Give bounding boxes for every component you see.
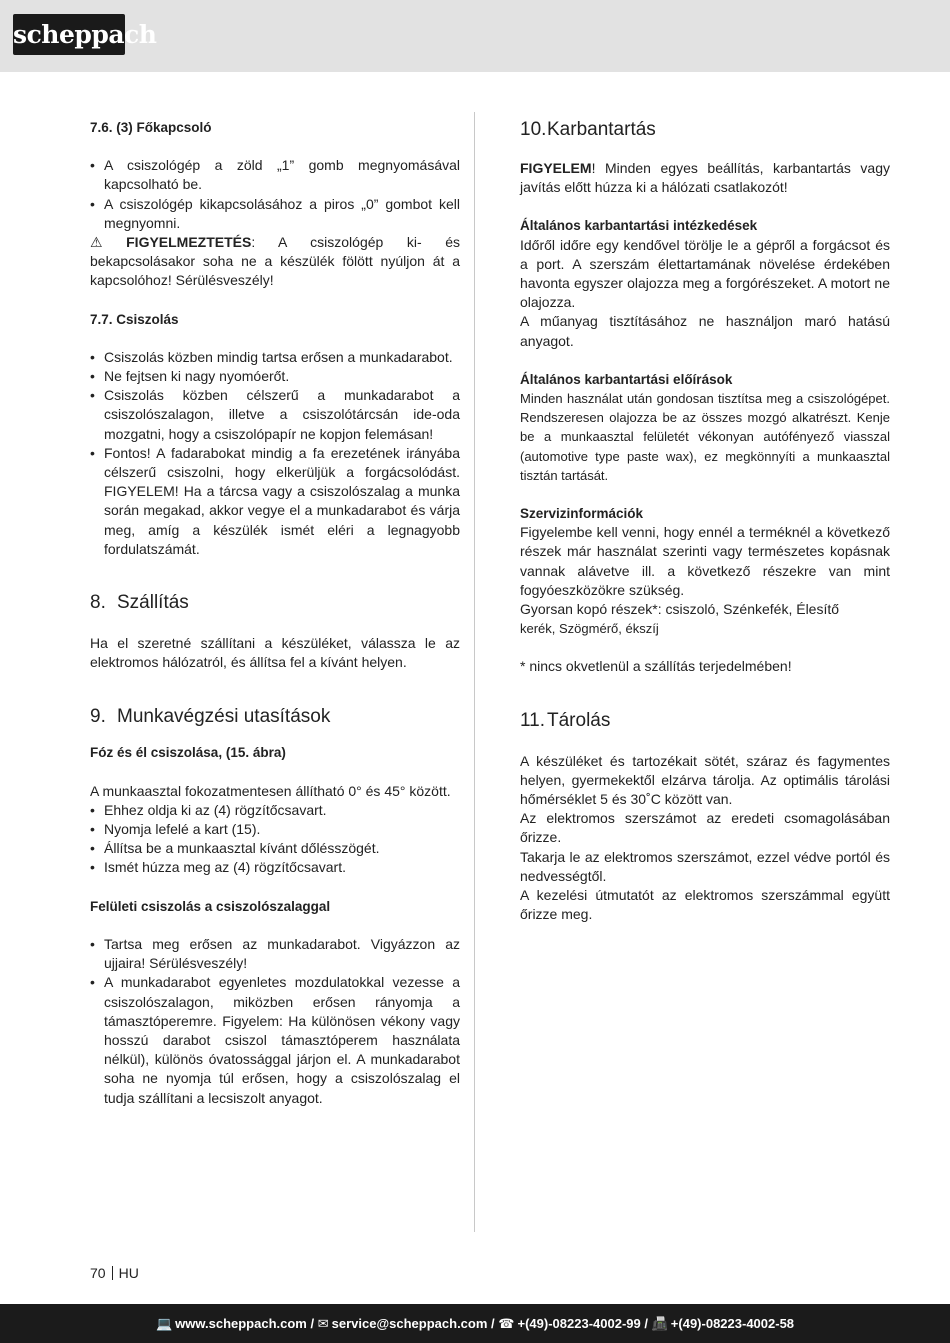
subsection-text: A műanyag tisztításához ne használjon maró hatású anyagot.	[520, 313, 890, 349]
footer-phone: +(49)-08223-4002-99	[517, 1316, 641, 1331]
scheppach-logo: scheppach	[13, 14, 125, 55]
section-title: Karbantartás	[547, 119, 656, 140]
footer-band	[0, 1304, 950, 1343]
list-item: • A munkadarabot egyenletes mozdulatokkal vezesse a csiszolószalagon, miközben erősen rányomja a támasztóperemre. Figyelem: Ha különösen vékony vagy hosszú darabot csiszol támasztóperem használata nélkül), különös óvatossággal járjon el. A munkadarabot soha ne nyomja túl erősen, hogy a csiszolószalag el tudja szállítani a lecsiszolt anyagot.	[90, 973, 460, 1107]
left-column	[90, 118, 460, 1108]
right-column	[520, 118, 890, 925]
list-item: • Fontos! A fadarabokat mindig a fa erezetének irányába célszerű csiszolni, hogy elkerüljük a forgácsolódást. FIGYELEM! Ha a tárcsa vagy a csiszolószalag a munka során megakad, akkor vegye el a munkadarabot és várja meg, amíg a készülék ismét eléri a legnagyobb fordulatszámát.	[90, 444, 460, 559]
list-item: • A csiszológép kikapcsolásához a piros „0” gombot kell megnyomni.	[90, 195, 460, 233]
list-item: • Ismét húzza meg az (4) rögzítőcsavart.	[90, 858, 460, 877]
footer-separator: /	[310, 1316, 315, 1331]
subsection-heading: Általános karbantartási előírások	[520, 371, 733, 387]
footer-separator: /	[491, 1316, 495, 1331]
section-title: Szállítás	[117, 592, 189, 614]
mail-icon: ✉	[317, 1316, 329, 1331]
list-item: • Állítsa be a munkaasztal kívánt dőlésszögét.	[90, 839, 460, 858]
section-7-7-list	[90, 348, 460, 559]
section-7-6-heading: 7.6. (3) Főkapcsoló	[90, 120, 212, 135]
fax-icon: 📠	[651, 1316, 668, 1331]
subsection-text: Időről időre egy kendővel törölje le a gépről a forgácsot és a port. A szerszám élettartamának növelése érdekében havonta egyszer olajozza meg a forgórészeket. A motort ne olajozza.	[520, 236, 890, 311]
footer-website-link[interactable]: www.scheppach.com	[175, 1316, 307, 1331]
list-item: • Csiszolás közben célszerű a munkadarabot a csiszolószalagon, illetve a csiszolótárcsán ide-oda mozgatni, hogy a csiszolópapír ne kopjon felemásan!	[90, 386, 460, 444]
footnote: * nincs okvetlenül a szállítás terjedelmében!	[520, 658, 792, 675]
section-9-heading	[90, 705, 460, 729]
storage-text: A készüléket és tartozékait sötét, száraz és fagymentes helyen, gyermekektől elzárva tárolja. Az optimális tárolási hőmérséklet 5 és 30˚C között van.	[520, 752, 890, 808]
warning-label: FIGYELEM	[520, 160, 592, 176]
section-7-7-heading: 7.7. Csiszolás	[90, 311, 179, 327]
warning-text: ! Minden egyes beállítás, karbantartás vagy javítás előtt húzza ki a hálózati csatlakozót!	[520, 160, 890, 196]
list-item: • Tartsa meg erősen az munkadarabot. Vigyázzon az ujjaira! Sérülésveszély!	[90, 935, 460, 973]
subsection-text: A munkaasztal fokozatmentesen állítható 0° és 45° között.	[90, 782, 451, 799]
section-number: 11.	[520, 709, 546, 731]
warning-label: FIGYELMEZTETÉS	[126, 234, 252, 251]
subsection-list	[90, 801, 460, 878]
footer-fax: +(49)-08223-4002-58	[670, 1316, 795, 1331]
warning-paragraph	[520, 159, 890, 197]
subsection-text: Minden használat után gondosan tisztítsa meg a csiszológépet. Rendszeresen olajozza be az összes mozgó alkatrészt. Kenje be a munkaasztal felületét vékonyan autófényező viasszal (automotive type paste wax), ez megkönnyíti a munkaasztal tisztán tartását.	[520, 391, 890, 483]
subsection-heading: Szervizinformációk	[520, 506, 644, 522]
section-8-text: Ha el szeretné szállítani a készüléket, válassza le az elektromos hálózatról, és állítsa fel a kívánt helyen.	[90, 635, 460, 671]
storage-text: Az elektromos szerszámot az eredeti csomagolásában őrizze.	[520, 810, 890, 846]
list-item: • Ne fejtsen ki nagy nyomóerőt.	[90, 367, 460, 386]
section-10-heading	[520, 118, 890, 142]
section-title: Tárolás	[547, 709, 611, 731]
subsection-text: Gyorsan kopó részek*: csiszoló, Szénkefék, Élesítő	[520, 601, 840, 618]
list-item: • A csiszológép a zöld „1” gomb megnyomásával kapcsolható be.	[90, 156, 460, 194]
subsection-text: Figyelembe kell venni, hogy ennél a terméknél a következő részek már használat szerinti vagy természetes kopásnak vannak alávetve ill. a következő részekre van mint fogyóeszközökre szükség.	[520, 524, 890, 598]
language-code: HU	[118, 1265, 139, 1281]
page-separator	[112, 1266, 113, 1280]
section-number: 10.	[520, 119, 547, 140]
list-item: • Csiszolás közben mindig tartsa erősen a munkadarabot.	[90, 348, 460, 367]
computer-icon: 💻	[155, 1316, 173, 1331]
section-number: 8.	[90, 592, 106, 614]
subsection-heading: Általános karbantartási intézkedések	[520, 218, 758, 234]
footer-separator: /	[644, 1316, 648, 1331]
subsection-list	[90, 935, 460, 1108]
subsection-heading: Fóz és él csiszolása, (15. ábra)	[90, 745, 286, 761]
storage-text: A kezelési útmutatót az elektromos szerszámmal együtt őrizze meg.	[520, 887, 890, 923]
section-number: 9.	[90, 706, 106, 728]
warning-paragraph	[90, 233, 460, 291]
footer-email-link[interactable]: service@scheppach.com	[331, 1316, 488, 1331]
warning-triangle-icon: ⚠	[90, 234, 103, 251]
section-7-6-list	[90, 156, 460, 233]
subsection-text: kerék, Szögmérő, ékszíj	[520, 621, 659, 637]
header-band	[0, 0, 950, 72]
section-11-heading	[520, 709, 890, 733]
storage-text: Takarja le az elektromos szerszámot, ezzel védve portól és nedvességtől.	[520, 848, 890, 884]
list-item: • Ehhez oldja ki az (4) rögzítőcsavart.	[90, 801, 460, 820]
section-title: Munkavégzési utasítások	[117, 706, 331, 728]
page-number	[90, 1265, 139, 1281]
warning-text: : A csiszológép ki- és bekapcsolásakor soha ne a készülék fölött nyúljon át a kapcsolóhoz! Sérülésveszély!	[90, 234, 460, 289]
subsection-heading: Felületi csiszolás a csiszolószalaggal	[90, 898, 331, 914]
column-divider	[474, 112, 475, 1232]
page-number-value: 70	[90, 1265, 106, 1281]
list-item: • Nyomja lefelé a kart (15).	[90, 820, 460, 839]
section-8-heading	[90, 591, 460, 615]
phone-icon: ☎	[498, 1316, 515, 1331]
